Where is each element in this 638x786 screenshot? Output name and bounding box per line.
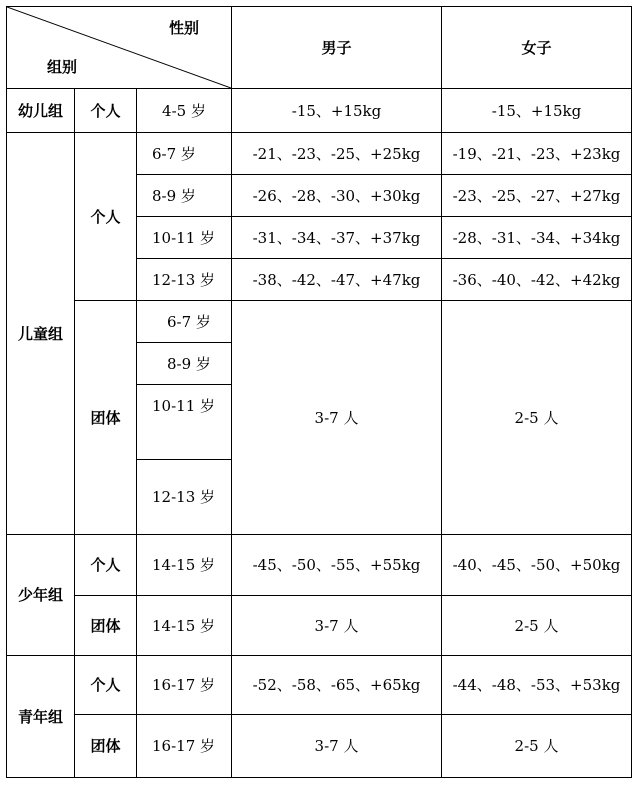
male-header: 男子 (232, 7, 442, 89)
type-cell: 个人 (75, 656, 137, 715)
age-cell: 16-17 岁 (137, 656, 232, 715)
female-value: 2-5 人 (442, 596, 632, 656)
male-value: 3-7 人 (232, 596, 442, 656)
male-value: -52、-58、-65、+65kg (232, 656, 442, 715)
table-row (7, 656, 632, 715)
age-cell: 12-13 岁 (137, 259, 232, 301)
female-value: 2-5 人 (442, 715, 632, 778)
type-cell: 个人 (75, 133, 137, 301)
female-value: -28、-31、-34、+34kg (442, 217, 632, 259)
type-cell: 个人 (75, 89, 137, 133)
sex-label: 性别 (169, 19, 200, 37)
female-value: -44、-48、-53、+53kg (442, 656, 632, 715)
age-cell: 14-15 岁 (137, 535, 232, 596)
age-cell: 6-7 岁 (137, 133, 232, 175)
type-cell: 团体 (75, 596, 137, 656)
age-cell: 12-13 岁 (137, 460, 232, 535)
group-name: 幼儿组 (7, 89, 75, 133)
male-value: -15、+15kg (232, 89, 442, 133)
table-row (7, 535, 632, 596)
female-value: -36、-40、-42、+42kg (442, 259, 632, 301)
age-cell: 14-15 岁 (137, 596, 232, 656)
male-value: -45、-50、-55、+55kg (232, 535, 442, 596)
male-value: 3-7 人 (232, 715, 442, 778)
type-cell: 团体 (75, 715, 137, 778)
female-value: -19、-21、-23、+23kg (442, 133, 632, 175)
header-row (7, 7, 632, 89)
female-value: -15、+15kg (442, 89, 632, 133)
female-value: 2-5 人 (442, 301, 632, 535)
age-cell: 8-9 岁 (137, 175, 232, 217)
table-row (7, 715, 632, 778)
male-value: -38、-42、-47、+47kg (232, 259, 442, 301)
age-cell: 10-11 岁 (137, 385, 232, 460)
table-row (7, 89, 632, 133)
group-name: 青年组 (7, 656, 75, 778)
weight-class-table (6, 6, 632, 778)
male-value: -21、-23、-25、+25kg (232, 133, 442, 175)
female-value: -23、-25、-27、+27kg (442, 175, 632, 217)
female-header: 女子 (442, 7, 632, 89)
male-value: 3-7 人 (232, 301, 442, 535)
group-name: 儿童组 (7, 133, 75, 535)
male-value: -26、-28、-30、+30kg (232, 175, 442, 217)
type-cell: 个人 (75, 535, 137, 596)
type-cell: 团体 (75, 301, 137, 535)
table-row (7, 596, 632, 656)
age-cell: 16-17 岁 (137, 715, 232, 778)
diagonal-header-cell (7, 7, 232, 89)
age-cell: 6-7 岁 (137, 301, 232, 343)
group-name: 少年组 (7, 535, 75, 656)
female-value: -40、-45、-50、+50kg (442, 535, 632, 596)
age-cell: 4-5 岁 (137, 89, 232, 133)
male-value: -31、-34、-37、+37kg (232, 217, 442, 259)
table-row (7, 301, 632, 343)
table-row (7, 133, 632, 175)
age-cell: 10-11 岁 (137, 217, 232, 259)
group-label: 组别 (47, 58, 78, 76)
age-cell: 8-9 岁 (137, 343, 232, 385)
